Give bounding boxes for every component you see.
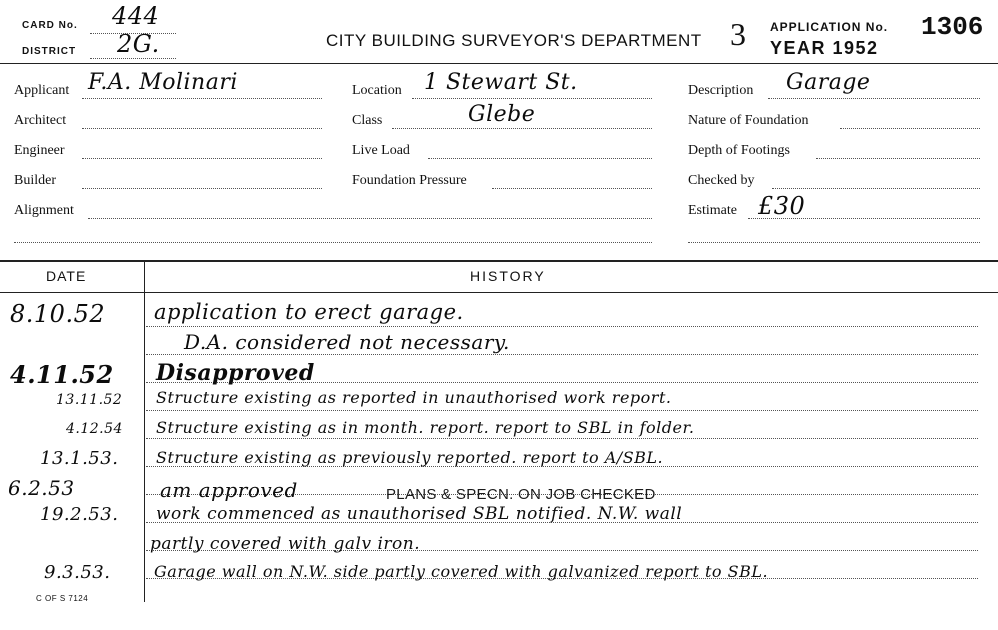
class-label: Class <box>352 113 383 128</box>
table-row-history: application to erect garage. <box>154 300 464 324</box>
district-label: DISTRICT <box>22 46 77 57</box>
description-line <box>768 98 980 99</box>
estimate-value: £30 <box>758 192 806 220</box>
card-no-value: 444 <box>112 2 160 30</box>
engineer-label: Engineer <box>14 143 65 158</box>
checked-by-line <box>772 188 980 189</box>
checked-by-label: Checked by <box>688 173 755 188</box>
description-label: Description <box>688 83 754 98</box>
live-load-line <box>428 158 652 159</box>
department-number: 3 <box>730 16 746 52</box>
location-label: Location <box>352 83 402 98</box>
table-row-history: Structure existing as reported in unauthorised work report. <box>156 388 672 407</box>
alignment-line-2 <box>14 242 652 243</box>
history-line <box>146 410 978 411</box>
applicant-value: F.A. Molinari <box>88 70 238 95</box>
date-header: DATE <box>46 268 87 284</box>
application-no-label: APPLICATION No. <box>770 20 889 34</box>
table-row-date: 8.10.52 <box>10 300 106 328</box>
architect-line <box>82 128 322 129</box>
table-row-history: am approved <box>160 478 298 502</box>
class-value: Glebe <box>468 102 536 127</box>
class-line <box>392 128 652 129</box>
applicant-label: Applicant <box>14 83 70 98</box>
table-row-history: Disapproved <box>156 360 315 386</box>
depth-of-footings-label: Depth of Footings <box>688 143 790 158</box>
table-header-rule <box>0 292 998 293</box>
department-title: CITY BUILDING SURVEYOR'S DEPARTMENT <box>326 31 702 50</box>
table-top-rule <box>0 260 998 262</box>
table-row-date: 13.1.53. <box>40 448 119 469</box>
history-line <box>146 354 978 355</box>
table-row-date: 13.11.52 <box>56 392 123 408</box>
builder-line <box>82 188 322 189</box>
table-row-history: Structure existing as previously reported. report to A/SBL. <box>156 448 664 467</box>
history-line <box>146 326 978 327</box>
district-line <box>90 58 176 59</box>
alignment-line <box>88 218 652 219</box>
table-row-date: 19.2.53. <box>40 504 119 525</box>
engineer-line <box>82 158 322 159</box>
plans-stamp: PLANS & SPECN. ON JOB CHECKED <box>386 486 656 503</box>
history-header: HISTORY <box>470 268 546 284</box>
year-label: YEAR 1952 <box>770 38 879 58</box>
estimate-label: Estimate <box>688 203 737 218</box>
table-row-history: partly covered with galv iron. <box>150 534 421 554</box>
table-row-history: Garage wall on N.W. side partly covered with galvanized report to SBL. <box>154 562 769 581</box>
architect-label: Architect <box>14 113 67 128</box>
description-value: Garage <box>786 70 871 95</box>
district-value: 2G. <box>117 30 160 58</box>
table-row-date: 4.12.54 <box>66 421 123 437</box>
table-row-date: 4.11.52 <box>10 360 114 389</box>
live-load-label: Live Load <box>352 143 410 158</box>
estimate-line-2 <box>688 242 980 243</box>
application-no-value: 1306 <box>921 12 984 42</box>
table-row-history: work commenced as unauthorised SBL notified. N.W. wall <box>156 504 683 524</box>
nature-of-foundation-line <box>840 128 980 129</box>
foundation-pressure-label: Foundation Pressure <box>352 173 467 188</box>
applicant-line <box>82 98 322 99</box>
history-line <box>146 438 978 439</box>
form-code: C OF S 7124 <box>36 594 89 603</box>
table-row-history: D.A. considered not necessary. <box>184 330 510 354</box>
header-rule <box>0 63 998 64</box>
location-value: 1 Stewart St. <box>424 70 578 95</box>
depth-of-footings-line <box>816 158 980 159</box>
table-column-divider <box>144 262 145 602</box>
alignment-label: Alignment <box>14 203 74 218</box>
nature-of-foundation-label: Nature of Foundation <box>688 113 809 128</box>
table-row-history: Structure existing as in month. report. report to SBL in folder. <box>156 418 695 437</box>
foundation-pressure-line <box>492 188 652 189</box>
table-row-date: 9.3.53. <box>44 562 111 583</box>
builder-label: Builder <box>14 173 56 188</box>
table-row-date: 6.2.53 <box>8 476 75 500</box>
location-line <box>412 98 652 99</box>
card-no-label: CARD No. <box>22 20 78 31</box>
